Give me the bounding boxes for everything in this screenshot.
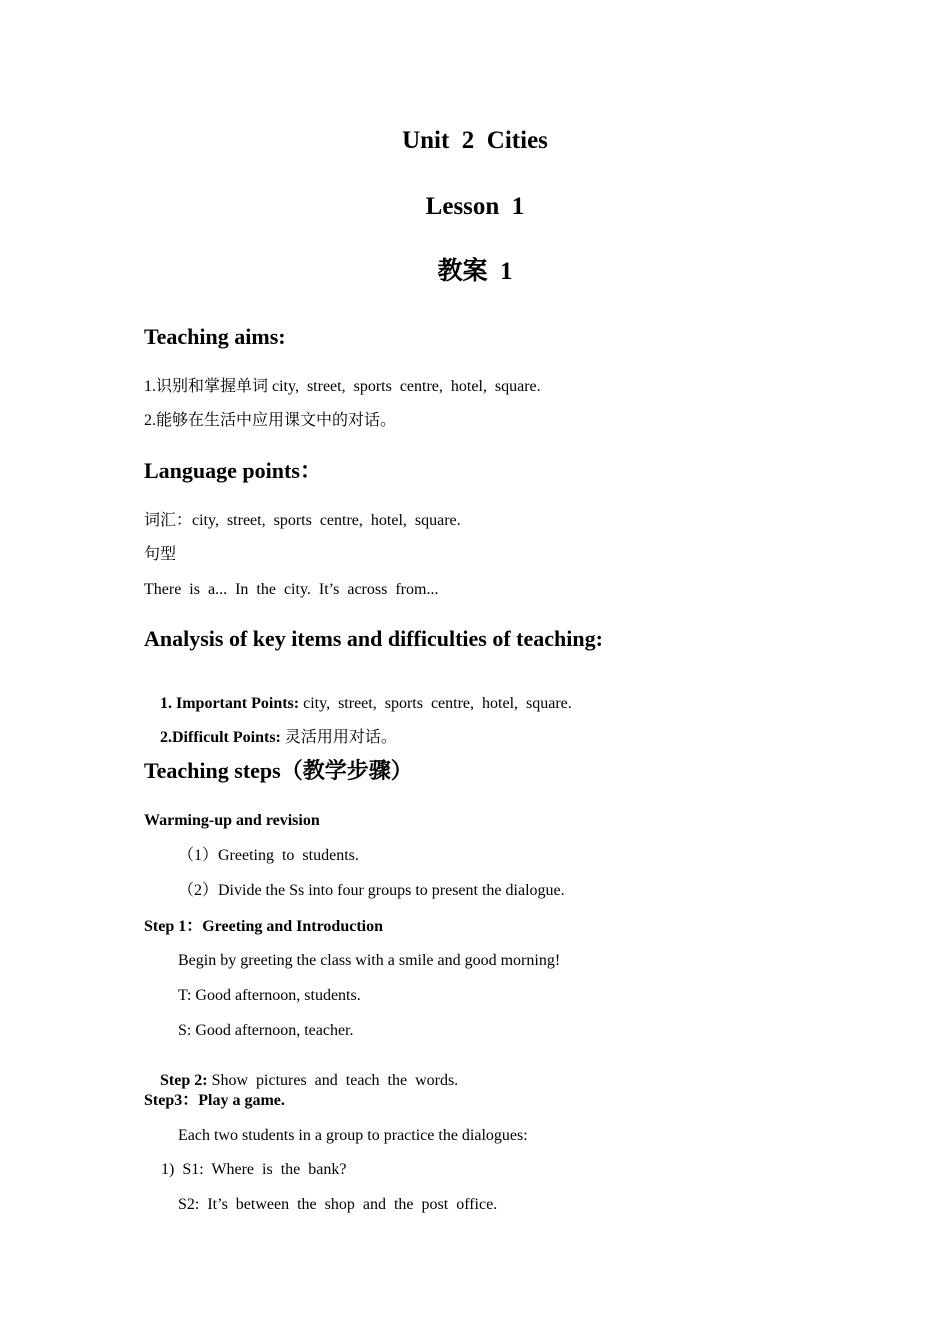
- warmup-title: Warming-up and revision: [144, 812, 320, 829]
- sentence-label: 句型: [144, 546, 177, 563]
- plan-title: 教案 1: [437, 258, 513, 285]
- teaching-steps-heading: Teaching steps（教学步骤）: [144, 758, 413, 783]
- step3-title: Step3：Play a game.: [144, 1092, 285, 1109]
- step1-title: Step 1：Greeting and Introduction: [144, 918, 383, 935]
- difficult-points: [144, 714, 397, 762]
- teaching-aims-heading: Teaching aims:: [144, 324, 286, 349]
- step1-line-2: T: Good afternoon, students.: [178, 987, 361, 1004]
- teaching-aim-2: 2.能够在生活中应用课文中的对话。: [144, 412, 397, 429]
- important-points-label: 1. Important Points:: [160, 695, 300, 712]
- dialogue-line-2: S2: It’s between the shop and the post office.: [178, 1196, 498, 1213]
- teaching-aim-1: 1.识别和掌握单词 city, street, sports centre, hotel, square.: [144, 378, 541, 395]
- difficult-points-text: 灵活用用对话。: [280, 729, 397, 746]
- sentence-line: There is a... In the city. It’s across from...: [144, 581, 439, 598]
- warmup-item-2: （2）Divide the Ss into four groups to present the dialogue.: [178, 882, 565, 899]
- vocab-line: 词汇：city, street, sports centre, hotel, square.: [144, 512, 461, 529]
- lesson-title: Lesson 1: [425, 193, 525, 220]
- language-points-heading: Language points：: [144, 458, 322, 483]
- difficult-points-label: 2.Difficult Points:: [160, 729, 281, 746]
- step1-line-1: Begin by greeting the class with a smile and good morning!: [178, 952, 561, 969]
- step2-text: Show pictures and teach the words.: [207, 1072, 459, 1089]
- step2-label: Step 2:: [160, 1072, 208, 1089]
- unit-title: Unit 2 Cities: [402, 127, 548, 154]
- step3-intro: Each two students in a group to practice the dialogues:: [178, 1127, 528, 1144]
- warmup-item-1: （1）Greeting to students.: [178, 847, 359, 864]
- dialogue-line-1: 1) S1: Where is the bank?: [161, 1161, 347, 1178]
- analysis-heading: Analysis of key items and difficulties of teaching:: [144, 626, 603, 651]
- important-points-text: city, street, sports centre, hotel, square.: [299, 695, 572, 712]
- step1-line-3: S: Good afternoon, teacher.: [178, 1022, 354, 1039]
